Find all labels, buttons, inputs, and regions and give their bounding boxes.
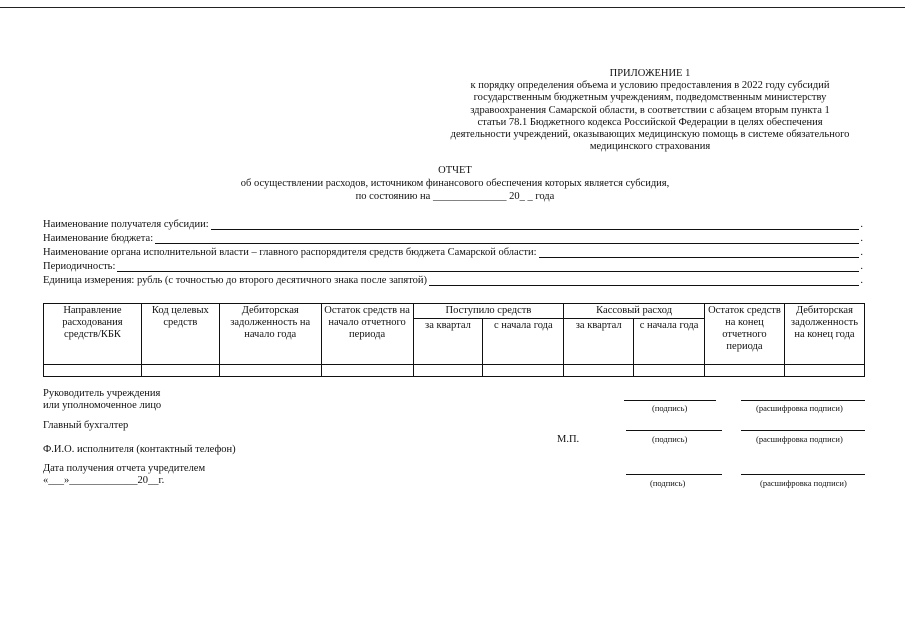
table-cell[interactable] (784, 365, 864, 377)
date-signature-caption: (подпись) (650, 478, 686, 488)
col-header: Направление расходования средств/КБК (44, 304, 142, 365)
appendix-line: государственным бюджетным учреждениям, подведомственным министерству (473, 92, 827, 104)
accountant-signature-line[interactable] (626, 430, 722, 431)
field-unit-line (429, 276, 859, 286)
field-periodicity: Периодичность: . (43, 261, 863, 272)
table-cell[interactable] (564, 365, 634, 377)
field-budget: Наименование бюджета: . (43, 233, 863, 244)
col-subheader: за квартал (564, 319, 634, 365)
date-received-blank[interactable]: «___»_____________20__г. (43, 475, 165, 486)
date-decryption-caption: (расшифровка подписи) (760, 478, 847, 488)
field-recipient-line[interactable] (211, 220, 860, 230)
table-cell[interactable] (321, 365, 413, 377)
col-header: Код целевых средств (141, 304, 219, 365)
head-decryption-caption: (расшифровка подписи) (756, 403, 843, 413)
col-group-header: Поступило средств (413, 304, 564, 319)
field-authority-line[interactable] (539, 248, 860, 258)
appendix-line: статьи 78.1 Бюджетного кодекса Российской Федерации в целях обеспечения (477, 116, 823, 128)
field-budget-line[interactable] (155, 234, 859, 244)
field-recipient: Наименование получателя субсидии: . (43, 219, 863, 230)
table-cell[interactable] (219, 365, 321, 377)
field-authority-label: Наименование органа исполнительной власти – главного распорядителя средств бюджета Самарской области: (43, 247, 537, 258)
col-subheader: за квартал (413, 319, 483, 365)
field-unit-label: Единица измерения: рубль (с точностью до второго десятичного знака после запятой) (43, 275, 428, 286)
date-decryption-line[interactable] (741, 474, 865, 475)
field-periodicity-label: Периодичность: (43, 261, 116, 272)
signature-accountant: Главный бухгалтер (43, 420, 129, 431)
accountant-signature-caption: (подпись) (652, 434, 688, 444)
appendix-line: медицинского страхования (589, 141, 711, 153)
signature-head-line1: Руководитель учреждения (43, 388, 161, 399)
head-decryption-line[interactable] (741, 400, 865, 401)
field-unit: Единица измерения: рубль (с точностью до второго десятичного знака после запятой) . (43, 275, 863, 286)
report-subtitle: об осуществлении расходов, источником финансового обеспечения которых является субсидия, (240, 178, 670, 189)
appendix-line: деятельности учреждений, оказывающих медицинскую помощь в системе обязательного (450, 129, 850, 141)
signature-head (43, 388, 161, 412)
col-subheader: с начала года (634, 319, 705, 365)
date-received (43, 463, 205, 487)
head-signature-caption: (подпись) (652, 403, 688, 413)
col-header: Дебиторская задолженность на начало года (219, 304, 321, 365)
table-header-row (44, 304, 865, 319)
col-group-header: Кассовый расход (564, 304, 705, 319)
appendix-line: к порядку определения объема и условию предоставления в 2022 году субсидий (470, 80, 830, 92)
table-cell[interactable] (705, 365, 785, 377)
appendix-line: здравоохранения Самарской области, в соответствии с абзацем вторым пункта 1 (470, 104, 830, 116)
table-cell[interactable] (413, 365, 483, 377)
col-header: Остаток средств на конец отчетного периода (705, 304, 785, 365)
col-header: Остаток средств на начало отчетного периода (321, 304, 413, 365)
report-title: ОТЧЕТ (438, 165, 472, 176)
head-signature-line[interactable] (624, 400, 716, 401)
table-cell[interactable] (634, 365, 705, 377)
appendix-header (440, 68, 860, 153)
table-cell[interactable] (44, 365, 142, 377)
executor-label: Ф.И.О. исполнителя (контактный телефон) (43, 444, 236, 455)
top-border-line (0, 7, 905, 8)
col-subheader: с начала года (483, 319, 564, 365)
table-cell[interactable] (141, 365, 219, 377)
report-heading (60, 164, 850, 203)
date-signature-line[interactable] (626, 474, 722, 475)
date-received-label: Дата получения отчета учредителем (43, 463, 206, 474)
signature-head-line2: или уполномоченное лицо (43, 400, 162, 411)
accountant-decryption-caption: (расшифровка подписи) (756, 434, 843, 444)
field-recipient-label: Наименование получателя субсидии: (43, 219, 209, 230)
table-row (44, 365, 865, 377)
stamp-place: М.П. (557, 434, 580, 445)
accountant-decryption-line[interactable] (741, 430, 865, 431)
appendix-title: ПРИЛОЖЕНИЕ 1 (609, 68, 691, 79)
field-periodicity-line[interactable] (117, 262, 859, 272)
report-date-line: по состоянию на ______________ 20_ _ года (355, 191, 555, 202)
report-table (43, 303, 865, 377)
table-cell[interactable] (483, 365, 564, 377)
col-header: Дебиторская задолженность на конец года (784, 304, 864, 365)
field-authority: Наименование органа исполнительной власти – главного распорядителя средств бюджета Самарской области: . (43, 247, 863, 258)
field-budget-label: Наименование бюджета: (43, 233, 154, 244)
